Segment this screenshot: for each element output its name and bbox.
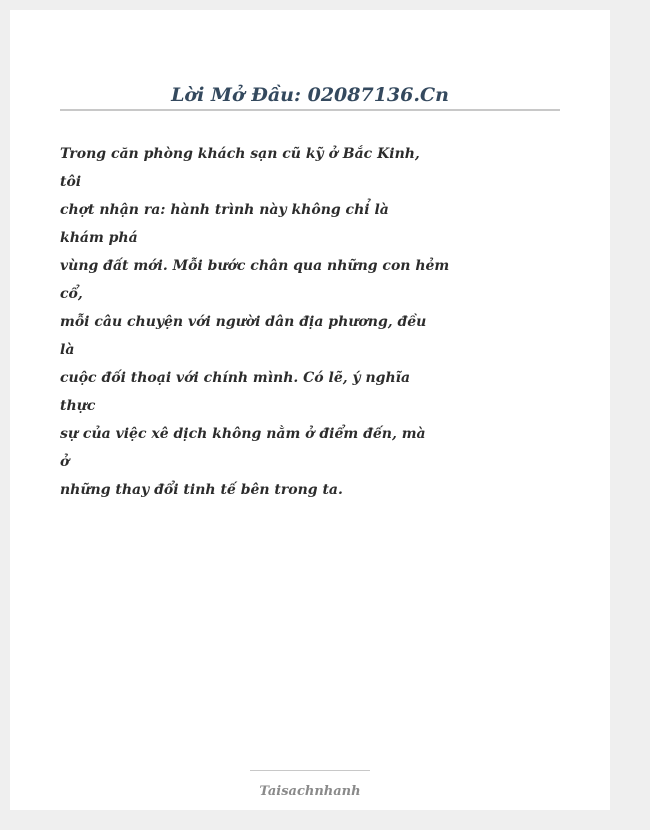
text-line: chợt nhận ra: hành trình này không chỉ là [60, 202, 389, 218]
text-line: cổ, [60, 286, 83, 302]
text-line: là [60, 342, 75, 358]
text-line: cuộc đối thoại với chính mình. Có lẽ, ý nghĩa [60, 370, 411, 386]
text-line: vùng đất mới. Mỗi bước chân qua những con hẻm [60, 258, 450, 274]
text-line: sự của việc xê dịch không nằm ở điểm đến, mà [60, 426, 426, 442]
text-line: khám phá [60, 230, 138, 246]
text-line: tôi [60, 174, 82, 190]
body-text [60, 140, 560, 504]
page-title: Lời Mở Đầu: 02087136.Cn [171, 84, 449, 106]
footer-divider [250, 770, 370, 771]
document-page [10, 10, 610, 810]
text-line: thực [60, 398, 96, 414]
footer-credit: Taisachnhanh [259, 784, 361, 799]
text-line: những thay đổi tinh tế bên trong ta. [60, 482, 343, 498]
title-divider [60, 109, 560, 111]
text-line: Trong căn phòng khách sạn cũ kỹ ở Bắc Kinh, [60, 146, 420, 162]
text-line: mỗi câu chuyện với người dân địa phương, đều [60, 314, 427, 330]
text-line: ở [60, 454, 70, 470]
